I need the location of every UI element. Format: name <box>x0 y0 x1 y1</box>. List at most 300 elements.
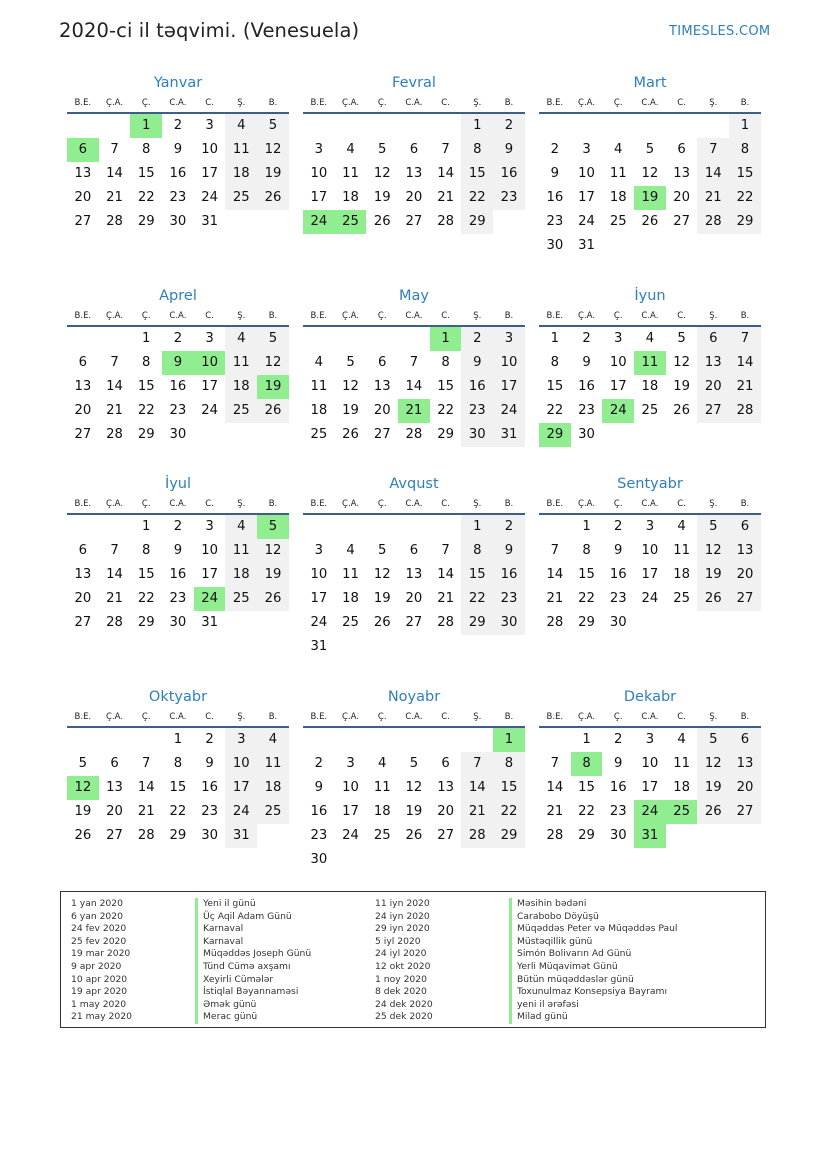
empty-cell <box>366 635 398 659</box>
day-cell: 4 <box>677 732 686 747</box>
weekday-label: Ş. <box>709 499 718 509</box>
day-cell: 1 <box>430 327 462 351</box>
week-row <box>539 539 761 563</box>
day-cell: 6 <box>697 327 729 351</box>
holiday-date: 12 okt 2020 <box>375 960 431 972</box>
day-cell: 26 <box>257 399 289 423</box>
empty-cell <box>697 114 729 138</box>
weekday-label: C.A. <box>641 311 659 321</box>
day-cell: 18 <box>673 567 690 582</box>
empty-cell <box>602 234 634 258</box>
weekday-label: C. <box>677 98 686 108</box>
weekday-label: C. <box>205 499 214 509</box>
weekday-label: B.E. <box>546 98 564 108</box>
day-cell: 7 <box>441 142 450 157</box>
day-cell: 5 <box>697 515 729 539</box>
weekday-label: Ş. <box>473 499 482 509</box>
holiday-name: İstiqlal Bəyannaməsi <box>195 986 311 999</box>
day-cell: 19 <box>697 563 729 587</box>
day-cell: 17 <box>201 379 218 394</box>
day-cell: 23 <box>169 403 187 418</box>
day-cell: 23 <box>546 214 564 229</box>
day-cell: 14 <box>137 780 155 795</box>
day-cell: 5 <box>378 142 387 157</box>
day-cell: 27 <box>74 214 92 229</box>
weekday-label: Ç. <box>141 311 151 321</box>
day-cell: 3 <box>314 142 324 157</box>
month-name: Fevral <box>392 75 436 91</box>
holiday-name: Əmək günü <box>195 999 311 1012</box>
holiday-name: Müstəqillik günü <box>509 936 677 949</box>
holiday-date: 10 apr 2020 <box>71 973 128 985</box>
day-cell: 15 <box>546 379 564 394</box>
day-cell: 20 <box>405 591 423 606</box>
day-cell: 3 <box>645 732 655 747</box>
week-row <box>303 186 525 210</box>
week-row <box>303 210 525 234</box>
day-cell: 24 <box>342 828 359 843</box>
day-cell: 11 <box>673 756 690 771</box>
empty-cell <box>67 114 99 138</box>
empty-cell <box>335 728 367 752</box>
day-cell: 27 <box>74 427 92 442</box>
day-cell: 22 <box>169 804 187 819</box>
empty-cell <box>634 423 666 447</box>
day-cell: 29 <box>461 210 493 234</box>
day-cell: 7 <box>550 756 560 771</box>
day-cell: 21 <box>461 800 493 824</box>
day-cell: 9 <box>314 780 324 795</box>
week-row <box>67 752 289 776</box>
holiday-date: 5 iyl 2020 <box>375 935 421 947</box>
week-row <box>539 162 761 186</box>
weekday-label: Ç.A. <box>342 311 360 321</box>
day-cell: 4 <box>225 327 257 351</box>
day-cell: 16 <box>169 567 187 582</box>
day-cell: 25 <box>225 186 257 210</box>
empty-cell <box>366 848 398 872</box>
day-cell: 13 <box>373 379 391 394</box>
day-cell: 3 <box>645 519 655 534</box>
weekday-label: B. <box>740 311 750 321</box>
week-row <box>539 800 761 824</box>
empty-cell <box>335 327 367 351</box>
day-cell: 3 <box>314 543 324 558</box>
day-cell: 3 <box>205 519 214 534</box>
day-cell: 15 <box>169 780 187 795</box>
month-2 <box>539 72 761 258</box>
day-cell: 10 <box>225 752 257 776</box>
weekday-label: B.E. <box>546 712 564 722</box>
day-cell: 2 <box>614 732 623 747</box>
month-name: Mart <box>633 75 667 91</box>
day-cell: 28 <box>106 615 123 630</box>
week-row <box>539 611 761 635</box>
day-cell: 22 <box>137 591 155 606</box>
day-cell: 26 <box>257 186 289 210</box>
day-cell: 27 <box>405 214 423 229</box>
empty-cell <box>666 114 698 138</box>
day-cell: 27 <box>405 615 423 630</box>
week-row <box>539 138 761 162</box>
day-cell: 14 <box>697 162 729 186</box>
day-cell: 15 <box>578 780 595 795</box>
holiday-name: Carabobo Döyüşü <box>509 911 677 924</box>
day-cell: 16 <box>169 379 187 394</box>
day-cell: 5 <box>645 142 655 157</box>
holiday-name: Bütün müqəddəslər günü <box>509 974 677 987</box>
brand-link[interactable]: TIMESLES.COM <box>669 24 771 39</box>
day-cell: 23 <box>493 587 525 611</box>
empty-cell <box>634 611 666 635</box>
weekday-label: Ş. <box>709 98 718 108</box>
day-cell: 4 <box>346 142 355 157</box>
day-cell: 5 <box>677 331 686 346</box>
day-cell: 14 <box>546 780 564 795</box>
day-cell: 11 <box>310 379 328 394</box>
day-cell: 30 <box>201 828 218 843</box>
weekday-label: C.A. <box>405 98 423 108</box>
day-cell: 29 <box>137 615 155 630</box>
week-row <box>67 563 289 587</box>
day-cell: 12 <box>697 539 729 563</box>
day-cell: 18 <box>310 403 328 418</box>
empty-cell <box>257 824 289 848</box>
empty-cell <box>493 210 525 234</box>
day-cell: 29 <box>578 828 595 843</box>
day-cell: 4 <box>257 728 289 752</box>
empty-cell <box>303 327 335 351</box>
month-name: Yanvar <box>153 75 203 91</box>
week-row <box>67 210 289 234</box>
weekday-label: Ç.A. <box>106 311 124 321</box>
day-cell: 23 <box>169 591 187 606</box>
day-cell: 9 <box>614 756 623 771</box>
day-cell: 3 <box>614 331 623 346</box>
day-cell: 22 <box>137 190 155 205</box>
day-cell: 31 <box>634 824 666 848</box>
month-name: İyul <box>164 476 192 492</box>
day-cell: 11 <box>225 138 257 162</box>
day-cell: 11 <box>373 780 391 795</box>
weekday-label: Ş. <box>237 98 246 108</box>
day-cell: 27 <box>106 828 123 843</box>
day-cell: 24 <box>578 214 595 229</box>
day-cell: 27 <box>74 615 92 630</box>
empty-cell <box>366 728 398 752</box>
week-row <box>67 375 289 399</box>
week-row <box>539 234 761 258</box>
day-cell: 11 <box>342 166 359 181</box>
holiday-names-col2 <box>509 898 677 1024</box>
week-row <box>303 848 525 872</box>
day-cell: 14 <box>437 166 454 181</box>
month-10 <box>303 686 525 872</box>
empty-cell <box>67 515 99 539</box>
empty-cell <box>697 611 729 635</box>
weekday-label: Ç. <box>613 98 623 108</box>
day-cell: 25 <box>257 800 289 824</box>
weekday-label: Ç. <box>377 311 387 321</box>
month-6 <box>67 473 289 635</box>
weekday-label: C. <box>677 499 686 509</box>
week-row <box>67 515 289 539</box>
day-cell: 10 <box>194 351 226 375</box>
week-row <box>303 824 525 848</box>
day-cell: 17 <box>493 375 525 399</box>
weekday-label: C.A. <box>169 499 187 509</box>
day-cell: 11 <box>257 752 289 776</box>
weekday-label: B.E. <box>310 311 328 321</box>
holiday-name: yeni il ərəfəsi <box>509 999 677 1012</box>
day-cell: 17 <box>225 776 257 800</box>
day-cell: 2 <box>173 331 183 346</box>
empty-cell <box>697 423 729 447</box>
day-cell: 23 <box>310 828 328 843</box>
holiday-date: 24 iyl 2020 <box>375 948 427 960</box>
day-cell: 25 <box>225 399 257 423</box>
empty-cell <box>99 327 131 351</box>
day-cell: 2 <box>550 142 560 157</box>
day-cell: 19 <box>257 162 289 186</box>
day-cell: 1 <box>582 519 591 534</box>
day-cell: 21 <box>137 804 155 819</box>
day-cell: 30 <box>310 852 328 867</box>
day-cell: 14 <box>729 351 761 375</box>
weekday-header <box>67 708 289 728</box>
week-row <box>539 824 761 848</box>
day-cell: 5 <box>409 756 419 771</box>
day-cell: 27 <box>729 587 761 611</box>
empty-cell <box>697 824 729 848</box>
day-cell: 24 <box>303 210 335 234</box>
day-cell: 4 <box>378 756 387 771</box>
week-row <box>539 210 761 234</box>
day-cell: 1 <box>461 114 493 138</box>
day-cell: 27 <box>697 399 729 423</box>
day-cell: 26 <box>697 800 729 824</box>
day-cell: 4 <box>677 519 686 534</box>
day-cell: 17 <box>310 190 328 205</box>
day-cell: 16 <box>609 567 627 582</box>
empty-cell <box>729 234 761 258</box>
day-cell: 15 <box>137 379 155 394</box>
day-cell: 6 <box>110 756 119 771</box>
day-cell: 21 <box>106 403 123 418</box>
weekday-label: B.E. <box>310 712 328 722</box>
day-cell: 9 <box>550 166 560 181</box>
day-cell: 12 <box>342 379 359 394</box>
holiday-date: 1 yan 2020 <box>71 898 123 909</box>
day-cell: 22 <box>729 186 761 210</box>
day-cell: 3 <box>225 728 257 752</box>
weekday-label: Ç.A. <box>578 311 596 321</box>
month-1 <box>303 72 525 234</box>
weekday-header <box>303 307 525 327</box>
day-cell: 12 <box>405 780 423 795</box>
day-cell: 28 <box>437 615 454 630</box>
empty-cell <box>257 423 289 447</box>
day-cell: 22 <box>437 403 454 418</box>
day-cell: 1 <box>461 515 493 539</box>
weekday-label: B. <box>740 499 750 509</box>
month-9 <box>67 686 289 848</box>
weekday-label: B. <box>504 98 514 108</box>
month-name: Dekabr <box>623 689 677 705</box>
weekday-label: C. <box>205 98 214 108</box>
weekday-label: Ç. <box>141 712 151 722</box>
empty-cell <box>666 234 698 258</box>
day-cell: 18 <box>673 780 690 795</box>
day-cell: 29 <box>137 214 155 229</box>
day-cell: 25 <box>225 587 257 611</box>
day-cell: 7 <box>697 138 729 162</box>
month-name: Aprel <box>159 288 197 304</box>
day-cell: 25 <box>673 591 690 606</box>
page-title: 2020-ci il təqvimi. (Venesuela) <box>59 19 360 42</box>
weekday-label: B.E. <box>310 499 328 509</box>
week-row <box>539 114 761 138</box>
day-cell: 26 <box>405 828 423 843</box>
day-cell: 6 <box>441 756 450 771</box>
day-cell: 30 <box>609 828 627 843</box>
weekday-label: Ç.A. <box>342 712 360 722</box>
month-name: Avqust <box>389 476 439 492</box>
day-cell: 19 <box>405 804 423 819</box>
empty-cell <box>335 848 367 872</box>
empty-cell <box>729 423 761 447</box>
week-row <box>539 186 761 210</box>
day-cell: 7 <box>110 142 119 157</box>
empty-cell <box>257 611 289 635</box>
day-cell: 14 <box>546 567 564 582</box>
day-cell: 27 <box>373 427 391 442</box>
day-cell: 17 <box>578 190 595 205</box>
day-cell: 21 <box>437 190 454 205</box>
week-row <box>539 399 761 423</box>
weekday-label: C.A. <box>405 712 423 722</box>
day-cell: 1 <box>142 331 151 346</box>
day-cell: 28 <box>137 828 155 843</box>
day-cell: 25 <box>373 828 391 843</box>
day-cell: 19 <box>257 375 289 399</box>
weekday-label: C. <box>205 311 214 321</box>
day-cell: 22 <box>578 804 595 819</box>
month-8 <box>539 473 761 635</box>
weekday-label: C. <box>441 98 450 108</box>
empty-cell <box>602 423 634 447</box>
day-cell: 16 <box>493 563 525 587</box>
day-cell: 28 <box>405 427 423 442</box>
month-3 <box>67 285 289 447</box>
day-cell: 26 <box>697 587 729 611</box>
day-cell: 1 <box>729 114 761 138</box>
day-cell: 25 <box>310 427 328 442</box>
day-cell: 23 <box>578 403 595 418</box>
day-cell: 23 <box>461 399 493 423</box>
weekday-label: Ç. <box>377 712 387 722</box>
day-cell: 7 <box>550 543 560 558</box>
day-cell: 28 <box>546 828 564 843</box>
day-cell: 22 <box>137 403 155 418</box>
day-cell: 15 <box>578 567 595 582</box>
day-cell: 2 <box>461 327 493 351</box>
day-cell: 21 <box>546 804 564 819</box>
weekday-label: C.A. <box>169 712 187 722</box>
empty-cell <box>430 848 462 872</box>
day-cell: 2 <box>493 515 525 539</box>
day-cell: 31 <box>225 824 257 848</box>
week-row <box>539 327 761 351</box>
empty-cell <box>398 327 430 351</box>
empty-cell <box>335 515 367 539</box>
month-name: May <box>399 288 429 304</box>
empty-cell <box>398 848 430 872</box>
empty-cell <box>430 515 462 539</box>
day-cell: 18 <box>342 190 359 205</box>
day-cell: 24 <box>201 190 218 205</box>
week-row <box>303 515 525 539</box>
day-cell: 26 <box>373 615 391 630</box>
week-row <box>67 587 289 611</box>
week-row <box>539 587 761 611</box>
weekday-label: Ş. <box>473 712 482 722</box>
month-7 <box>303 473 525 659</box>
day-cell: 31 <box>493 423 525 447</box>
day-cell: 12 <box>257 138 289 162</box>
day-cell: 26 <box>257 587 289 611</box>
day-cell: 13 <box>697 351 729 375</box>
empty-cell <box>634 114 666 138</box>
day-cell: 7 <box>461 752 493 776</box>
day-cell: 28 <box>461 824 493 848</box>
weekday-label: B.E. <box>74 98 92 108</box>
day-cell: 20 <box>437 804 454 819</box>
day-cell: 18 <box>373 804 391 819</box>
day-cell: 11 <box>342 567 359 582</box>
day-cell: 25 <box>641 403 659 418</box>
day-cell: 30 <box>493 611 525 635</box>
holiday-name: Üç Aqil Adam Günü <box>195 911 311 924</box>
day-cell: 7 <box>441 543 450 558</box>
holiday-dates-col2 <box>375 898 433 1024</box>
day-cell: 13 <box>437 780 454 795</box>
empty-cell <box>303 515 335 539</box>
day-cell: 6 <box>729 728 761 752</box>
weekday-label: C.A. <box>641 98 659 108</box>
weekday-label: B. <box>504 311 514 321</box>
day-cell: 20 <box>729 563 761 587</box>
holiday-date: 24 iyn 2020 <box>375 910 430 922</box>
day-cell: 13 <box>106 780 123 795</box>
day-cell: 8 <box>729 138 761 162</box>
day-cell: 1 <box>493 728 525 752</box>
weekday-label: Ç.A. <box>342 499 360 509</box>
empty-cell <box>430 114 462 138</box>
day-cell: 8 <box>461 138 493 162</box>
day-cell: 11 <box>609 166 627 181</box>
week-row <box>539 351 761 375</box>
day-cell: 29 <box>493 824 525 848</box>
day-cell: 10 <box>342 780 359 795</box>
day-cell: 16 <box>310 804 328 819</box>
day-cell: 29 <box>729 210 761 234</box>
weekday-label: Ç. <box>377 499 387 509</box>
weekday-label: C. <box>441 311 450 321</box>
weekday-label: Ç. <box>377 98 387 108</box>
empty-cell <box>194 423 226 447</box>
weekday-label: Ç.A. <box>342 98 360 108</box>
